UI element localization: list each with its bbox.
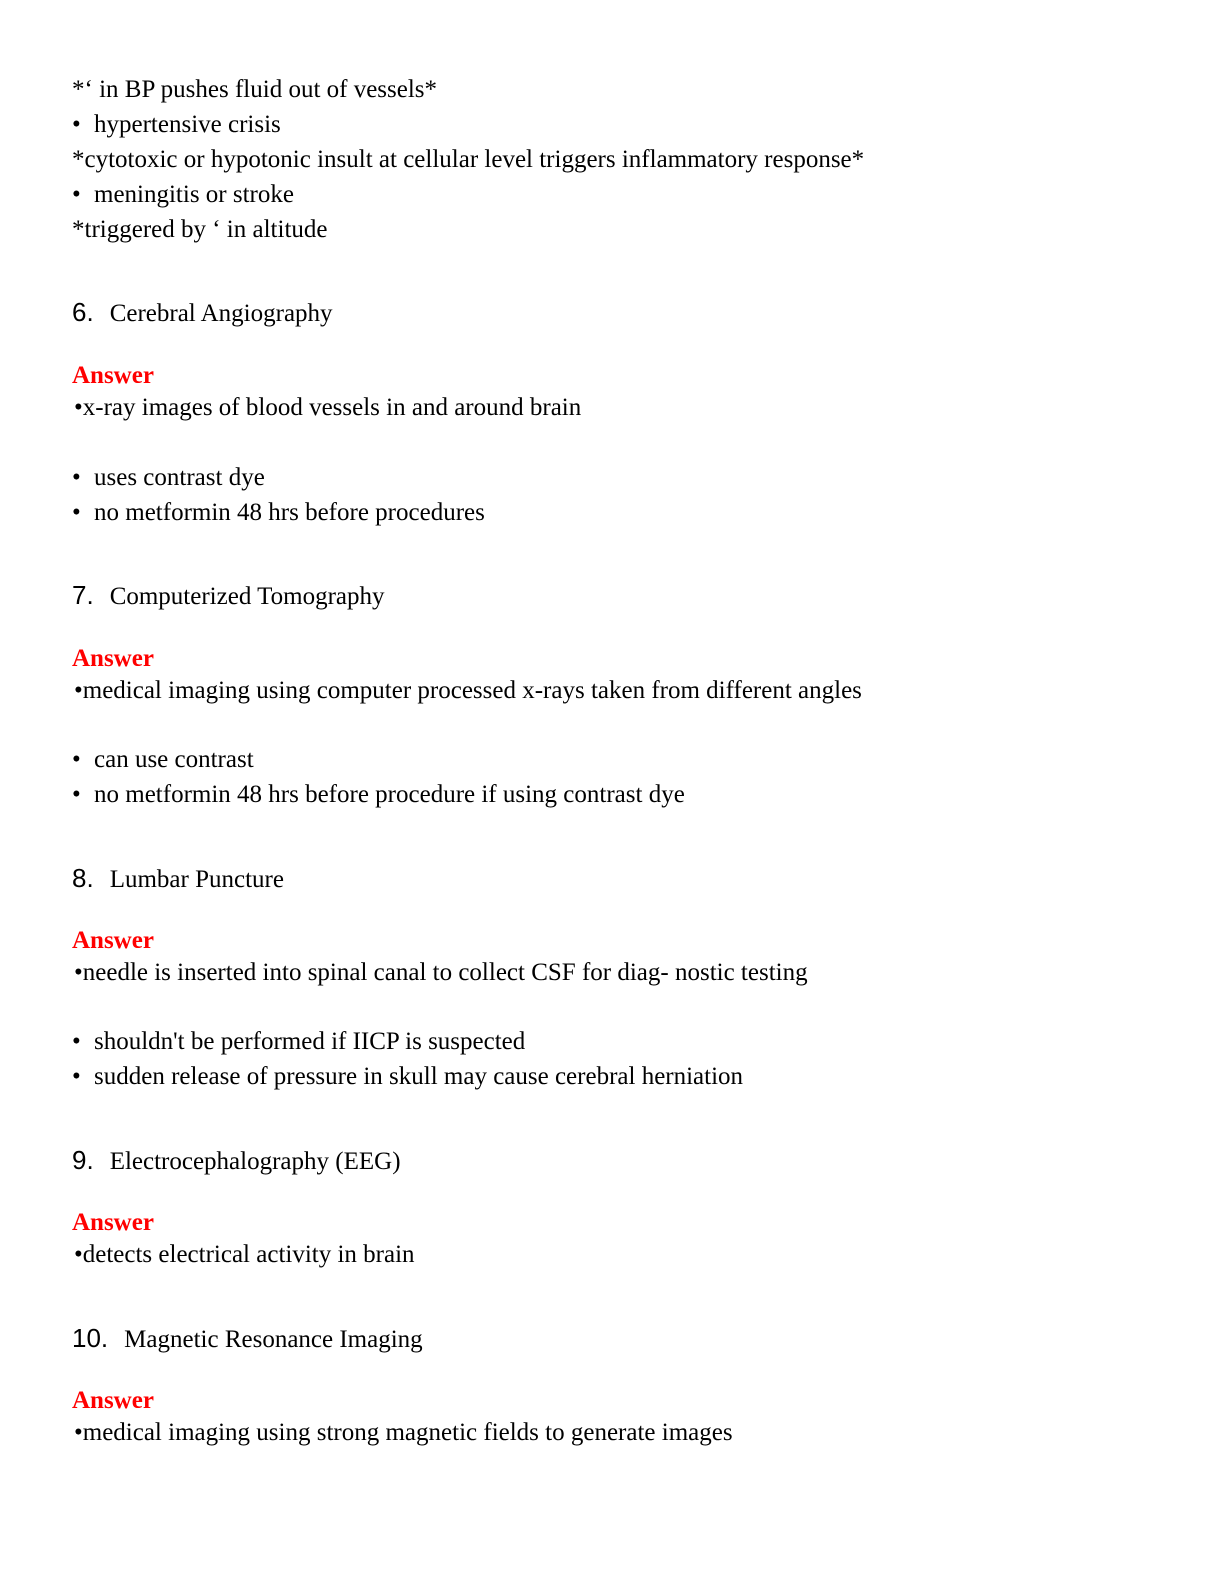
answer-text: •detects electrical activity in brain <box>74 1241 415 1268</box>
question-heading: 8. Lumbar Puncture <box>72 863 284 893</box>
intro-note: *‘ in BP pushes fluid out of vessels* <box>72 76 438 103</box>
answer-label: Answer <box>72 362 154 389</box>
answer-point: • sudden release of pressure in skull may cause cerebral herniation <box>72 1063 744 1090</box>
intro-note: *cytotoxic or hypotonic insult at cellular level triggers inflammatory response* <box>72 146 865 173</box>
intro-bullet: • meningitis or stroke <box>72 181 294 208</box>
question-heading: 6. Cerebral Angiography <box>72 297 333 327</box>
question-heading: 10. Magnetic Resonance Imaging <box>72 1323 423 1353</box>
answer-point: • no metformin 48 hrs before procedure if using contrast dye <box>72 781 685 808</box>
answer-point: • can use contrast <box>72 746 254 773</box>
question-heading: 9. Electrocephalography (EEG) <box>72 1145 401 1175</box>
answer-text: •medical imaging using computer processed x-rays taken from different angles <box>74 677 862 704</box>
answer-point: • no metformin 48 hrs before procedures <box>72 499 485 526</box>
answer-text: •x-ray images of blood vessels in and around brain <box>74 394 582 421</box>
answer-label: Answer <box>72 1387 154 1414</box>
answer-point: • shouldn't be performed if IICP is suspected <box>72 1028 526 1055</box>
answer-label: Answer <box>72 927 154 954</box>
answer-text: •medical imaging using strong magnetic fields to generate images <box>74 1419 733 1446</box>
answer-label: Answer <box>72 645 154 672</box>
answer-point: • uses contrast dye <box>72 464 265 491</box>
intro-bullet: • hypertensive crisis <box>72 111 281 138</box>
answer-label: Answer <box>72 1209 154 1236</box>
intro-note: *triggered by ‘ in altitude <box>72 216 328 243</box>
answer-text: •needle is inserted into spinal canal to collect CSF for diag- nostic testing <box>74 959 808 986</box>
question-heading: 7. Computerized Tomography <box>72 580 385 610</box>
